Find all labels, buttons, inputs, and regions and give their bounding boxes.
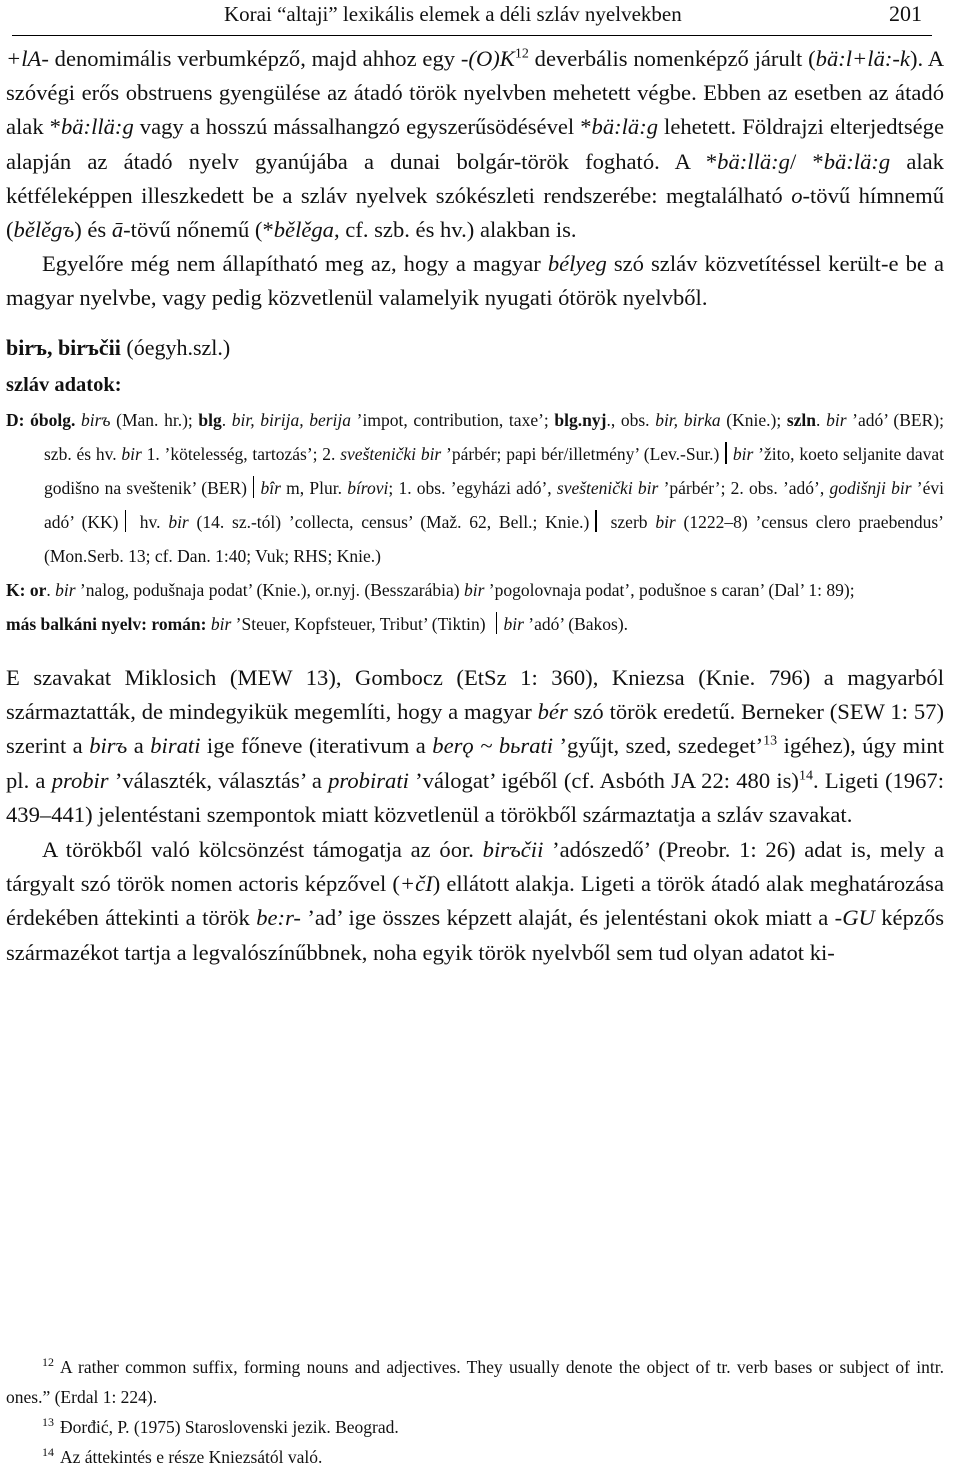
data-line-d: D: óbolg. birъ (Man. hr.); blg. bir, birija, berija ’impot, contribution, taxe’; blg.nyj., obs. bir, birka (Knie.); szln. bir ’adó’ (BER); szb. és hv. bir 1. ’kötelesség, tartozás’; 2. sveštenički bir ’párbér; papi bér/illetmény’ (Lev.-Sur.) bir ’žito, koeto seljanite davat godišno na sveštenik’ (BER) bîr m, Plur. bírovi; 1. obs. ’egyházi adó’, sveštenički bir ’párbér’; 2. obs. ’adó’, godišnji bir ’évi adó’ (KK) hv. bir (14. sz.-tól) ’collecta, census’ (Maž. 62, Bell.; Knie.) szerb bir (1222–8) ’census clero praebendus’ (Mon.Serb. 13; cf. Dan. 1:40; Vuk; RHS; Knie.) [6, 409, 945, 566]
footnote-12: $^{12}$ A rather common suffix, forming nouns and adjectives. They usually denote the object of tr. verb bases or subject of intr. ones.” (Erdal 1: 224). [6, 1355, 944, 1407]
data-line-balkan: más balkáni nyelv: román: bir ’Steuer, Kopfsteuer, Tribut’ (Tiktin) bir ’adó’ (Bakos). [6, 613, 629, 634]
header-rule [12, 35, 932, 36]
footnote-ref-12[interactable]: 12 [514, 46, 529, 62]
running-title: Korai “altaji” lexikális elemek a déli szláv nyelvekben [224, 2, 682, 26]
page-header [6, 0, 944, 42]
footnote-ref-13[interactable]: 13 [763, 733, 778, 749]
data-line-k: K: or. bir ’nalog, podušnaja podat’ (Knie.), or.nyj. (Besszarábia) bir ’pogolovnaja podat’, podušnoe s caran’ (Dal’ 1: 89); [6, 579, 855, 600]
entry-heading [6, 330, 944, 403]
footnote-ref-14[interactable]: 14 [798, 768, 813, 784]
paragraph-4: A törökből való kölcsönzést támogatja az óor. birъčii ’adószedő’ (Preobr. 1: 26) adat is, mely a tárgyalt szó török nomen actoris képzővel (+čI) ellátott alakja. Ligeti a török átadó alak meghatározása érdekében áttekinti a török be:r- ’ad’ ige összes képzett alaját, és jelentéstani okok miatt a -GU képzős származékot tartja a legvalószínűbbnek, noha egyik török nyelvből sem tud olyan adatot ki- [6, 836, 945, 965]
page-number: 201 [889, 1, 922, 26]
section-label: szláv adatok: [6, 373, 122, 396]
footnote-14: $^{14}$ Az áttekintés e része Kniezsától való. [42, 1445, 323, 1467]
data-block [6, 403, 944, 641]
footnotes [6, 1352, 944, 1472]
entry-headword-note: (óegyh.szl.) [120, 334, 231, 360]
body-bottom [6, 661, 944, 971]
paragraph-2: Egyelőre még nem állapítható meg az, hogy a magyar bélyeg szó szláv közvetítéssel került-e be a magyar nyelvbe, vagy pedig közvetlenül valamelyik nyugati ótörök nyelvből. [6, 251, 944, 311]
entry-headword: birъ, birъčii [6, 334, 121, 360]
paragraph-3: E szavakat Miklosich (MEW 13), Gombocz (EtSz 1: 360), Kniezsa (Knie. 796) a magyarból származtatták, de mindegyikük megemlíti, hogy a magyar bér szó török eredetű. Berneker (SEW 1: 57) szerint a birъ a birati ige főneve (iterativum a berǫ ~ bьrati ’gyűjt, szed, szedeget’$^{13}$ igéhez), úgy mint pl. a probir ’választék, választás’ a probirati ’válogat’ igéből (cf. Asbóth JA 22: 480 is)$^{14}$. Ligeti (1967: 439–441) jelentéstani szempontok miatt közvetlenül a törökből származtatja a szláv szavakat. [6, 664, 944, 828]
body-top [6, 42, 944, 316]
footnote-13: $^{13}$ Đorđić, P. (1975) Staroslovenski jezik. Beograd. [42, 1415, 399, 1437]
paragraph-1: +lA- denomimális verbumképző, majd ahhoz egy $-(O)K^{12}$ deverbális nomenképző járult (bä:l+lä:-k). A szóvégi erős obstruens gyengülése az átadó török nyelvben mehetett végbe. Ebben az esetben az átadó alak *bä:llä:g vagy a hosszú mássalhangzó egyszerűsödésével *bä:lä:g lehetett. Földrajzi elterjedtsége alapján az átadó nyelv gyanújába a dunai bolgár-török fogható. A *bä:llä:g/ *bä:lä:g alak kétféleképpen illeszkedett be a szláv nyelvek szókészleti rendszerébe: megtalálható o-tövű hímnemű (bělěgъ) és ā-tövű nőnemű (*bělěga, cf. szb. és hv.) alakban is. [6, 46, 945, 243]
